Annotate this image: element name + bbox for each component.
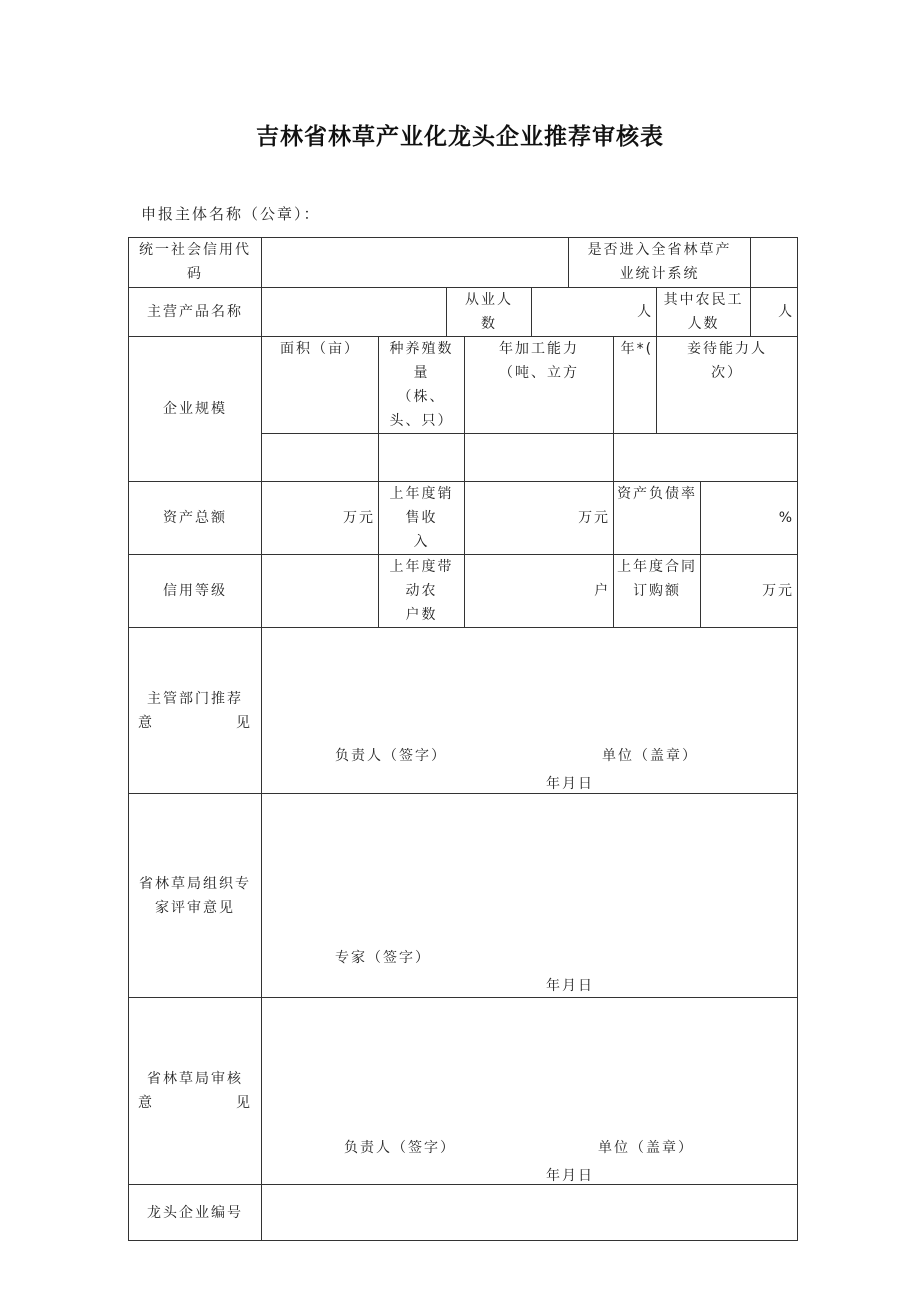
- area-header: 面积（亩）: [262, 337, 379, 434]
- assets-row: [129, 482, 798, 555]
- farmers-worker-label: 其中农民工 人数: [657, 288, 751, 337]
- credit-rating-field[interactable]: [262, 555, 379, 628]
- employees-label: 从业人 数: [447, 288, 532, 337]
- processing-field[interactable]: [465, 434, 614, 482]
- employees-field[interactable]: [532, 288, 657, 337]
- scale-header-row: [129, 337, 798, 434]
- debt-ratio-field[interactable]: [701, 482, 798, 555]
- dept-opinion-row: [129, 628, 798, 794]
- product-label: 主营产品名称: [129, 288, 262, 337]
- reception-header: 妾待能力人 次）: [657, 337, 798, 434]
- contract-amount-label: 上年度合同 订购额: [614, 555, 701, 628]
- assets-field[interactable]: [262, 482, 379, 555]
- dept-stamp-label: 单位（盖章）: [602, 748, 698, 764]
- recommendation-form-table: [128, 237, 798, 1241]
- bureau-opinion-label: 省林草局审核 意 见: [129, 998, 262, 1185]
- bureau-date-label: 年月日: [546, 1168, 594, 1184]
- debt-ratio-unit: %: [778, 510, 795, 526]
- debt-ratio-label: 资产负债率: [614, 482, 701, 555]
- contract-amount-field[interactable]: [701, 555, 798, 628]
- expert-signer-label: 专家（签字）: [335, 950, 431, 966]
- sales-label: 上年度销售收 入: [379, 482, 465, 555]
- applicant-name-label: 申报主体名称（公章）：: [141, 205, 321, 223]
- year-mark-header: 年*(: [614, 337, 657, 434]
- form-title: 吉林省林草产业化龙头企业推荐审核表: [256, 124, 664, 150]
- stat-system-field[interactable]: [751, 238, 798, 288]
- dept-opinion-label: 主管部门推荐 意 见: [129, 628, 262, 794]
- enterprise-number-label: 龙头企业编号: [129, 1185, 262, 1241]
- assets-unit: 万元: [343, 510, 375, 526]
- enterprise-number-field[interactable]: [262, 1185, 798, 1241]
- scale-label: 企业规模: [129, 337, 262, 482]
- bureau-signer-label: 负责人（签字）: [344, 1140, 456, 1156]
- credit-code-field[interactable]: [262, 238, 569, 288]
- driven-farmers-field[interactable]: [465, 555, 614, 628]
- sales-field[interactable]: [465, 482, 614, 555]
- expert-date-label: 年月日: [546, 978, 594, 994]
- bureau-opinion-row: [129, 998, 798, 1185]
- credit-code-row: [129, 238, 798, 288]
- driven-farmers-unit: 户: [594, 583, 611, 599]
- expert-opinion-field[interactable]: [262, 794, 798, 998]
- sales-unit: 万元: [578, 510, 611, 526]
- expert-opinion-row: [129, 794, 798, 998]
- dept-opinion-field[interactable]: [262, 628, 798, 794]
- stat-system-label: 是否进入全省林草产 业统计系统: [569, 238, 751, 288]
- contract-amount-unit: 万元: [762, 583, 795, 599]
- farmers-worker-field[interactable]: [751, 288, 798, 337]
- farmers-worker-unit: 人: [778, 304, 795, 320]
- breeding-header: 种养殖数量 （株、头、只）: [379, 337, 465, 434]
- employees-unit: 人: [637, 304, 654, 320]
- dept-date-label: 年月日: [546, 776, 594, 792]
- assets-label: 资产总额: [129, 482, 262, 555]
- bureau-stamp-label: 单位（盖章）: [598, 1140, 694, 1156]
- bureau-opinion-field[interactable]: [262, 998, 798, 1185]
- enterprise-number-row: [129, 1185, 798, 1241]
- processing-header: 年加工能力 （吨、立方: [465, 337, 614, 434]
- product-row: [129, 288, 798, 337]
- credit-code-label: 统一社会信用代 码: [129, 238, 262, 288]
- product-field[interactable]: [262, 288, 447, 337]
- credit-row: [129, 555, 798, 628]
- reception-field[interactable]: [614, 434, 798, 482]
- area-field[interactable]: [262, 434, 379, 482]
- driven-farmers-label: 上年度带动农 户数: [379, 555, 465, 628]
- expert-opinion-label: 省林草局组织专 家评审意见: [129, 794, 262, 998]
- credit-rating-label: 信用等级: [129, 555, 262, 628]
- breeding-field[interactable]: [379, 434, 465, 482]
- dept-signer-label: 负责人（签字）: [335, 748, 447, 764]
